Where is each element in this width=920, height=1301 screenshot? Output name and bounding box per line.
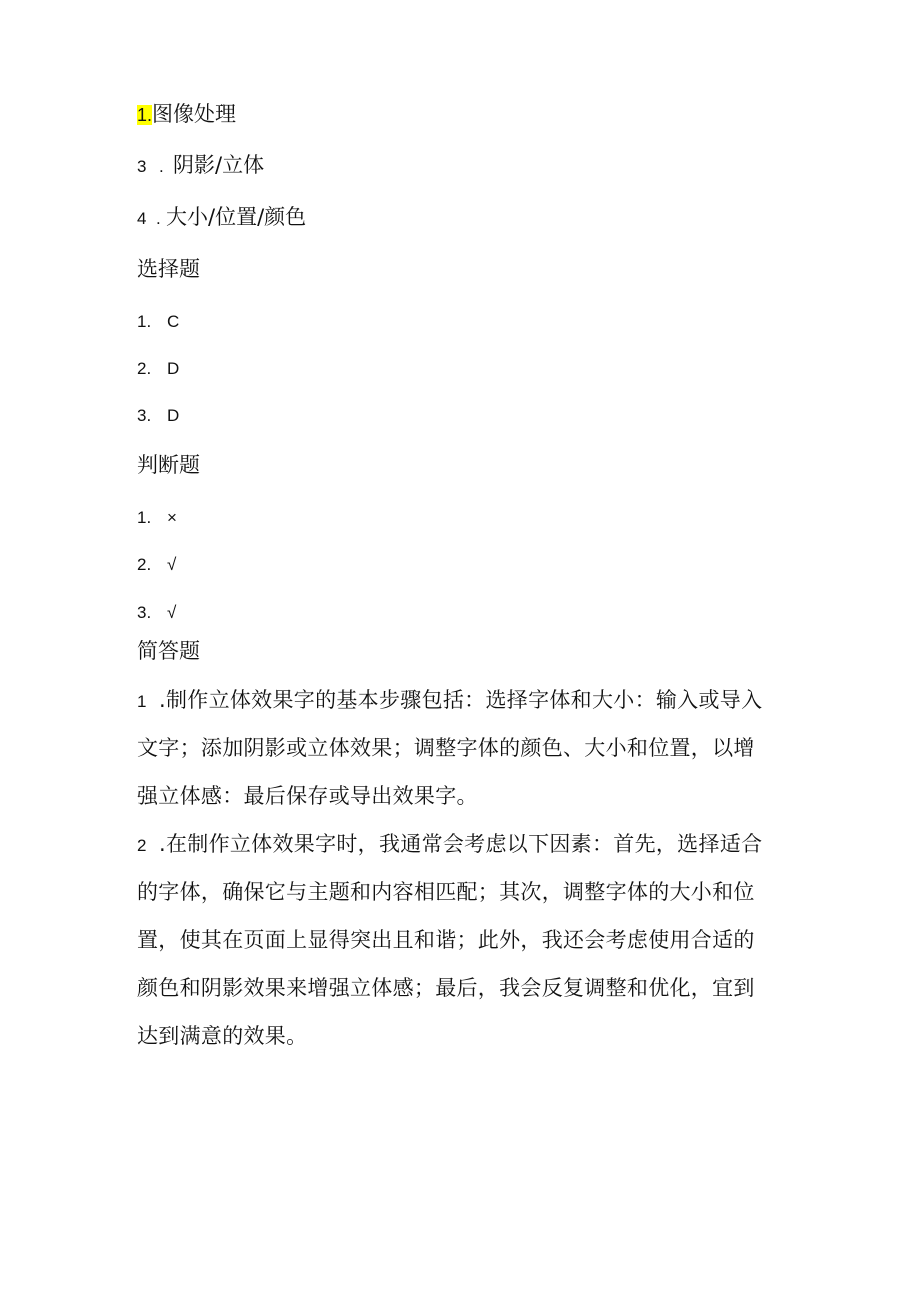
fill-in-item-1-number: 1. (137, 105, 153, 125)
judge-item-3-number: 3. (137, 603, 152, 622)
fill-in-item-3 (137, 150, 264, 182)
short-answer-q1-number: 1 (137, 692, 147, 711)
short-answer-q2-line-4: 颜色和阴影效果来增强立体感；最后，我会反复调整和优化，宜到 (137, 976, 755, 1000)
judge-section-title: 判断题 (137, 453, 200, 477)
fill-in-item-4-text: 大小/位置/颜色 (166, 205, 307, 229)
choice-item-2-number: 2. (137, 359, 152, 378)
fill-in-item-4-separator: . (156, 209, 161, 228)
judge-item-1-number: 1. (137, 508, 152, 527)
choice-item-3 (137, 399, 179, 431)
short-answer-q2-number: 2 (137, 836, 147, 855)
choice-item-2 (137, 352, 179, 384)
choice-item-2-answer: D (167, 359, 180, 378)
choice-item-3-number: 3. (137, 406, 152, 425)
judge-item-2-answer: √ (167, 555, 177, 574)
judge-item-3-answer: √ (167, 603, 177, 622)
judge-item-1-answer: × (167, 508, 177, 527)
short-answer-q1-line-1 (137, 685, 777, 717)
judge-item-2 (137, 548, 176, 580)
short-answer-q1-text-1: .制作立体效果字的基本步骤包括：选择字体和大小：输入或导入 (159, 688, 763, 712)
short-answer-q2-line-3: 置，使其在页面上显得突出且和谐；此外，我还会考虑使用合适的 (137, 928, 755, 952)
judge-item-2-number: 2. (137, 555, 152, 574)
choice-item-1-answer: C (167, 312, 180, 331)
short-answer-q2-line-1 (137, 829, 777, 861)
short-answer-q2-line-5: 达到满意的效果。 (137, 1024, 308, 1048)
fill-in-item-1 (137, 99, 236, 130)
fill-in-item-3-separator: . (159, 157, 164, 176)
choice-item-1-number: 1. (137, 312, 152, 331)
short-answer-q2-text-1: .在制作立体效果字时，我通常会考虑以下因素：首先，选择适合 (159, 832, 763, 856)
judge-item-3 (137, 596, 176, 628)
choice-section-title: 选择题 (137, 257, 200, 281)
short-answer-section-title: 简答题 (137, 639, 200, 663)
fill-in-item-4-number: 4 (137, 209, 147, 228)
short-answer-q1-line-2: 文字；添加阴影或立体效果；调整字体的颜色、大小和位置，以增 (137, 736, 755, 760)
choice-item-3-answer: D (167, 406, 180, 425)
fill-in-item-3-number: 3 (137, 157, 147, 176)
judge-item-1 (137, 501, 177, 533)
fill-in-item-4 (137, 202, 306, 234)
fill-in-item-1-text: 图像处理 (152, 102, 237, 126)
short-answer-q1-line-3: 强立体感：最后保存或导出效果字。 (137, 784, 478, 808)
choice-item-1 (137, 305, 179, 337)
short-answer-q2-line-2: 的字体，确保它与主题和内容相匹配；其次，调整字体的大小和位 (137, 880, 755, 904)
fill-in-item-3-text: 阴影/立体 (173, 153, 265, 177)
